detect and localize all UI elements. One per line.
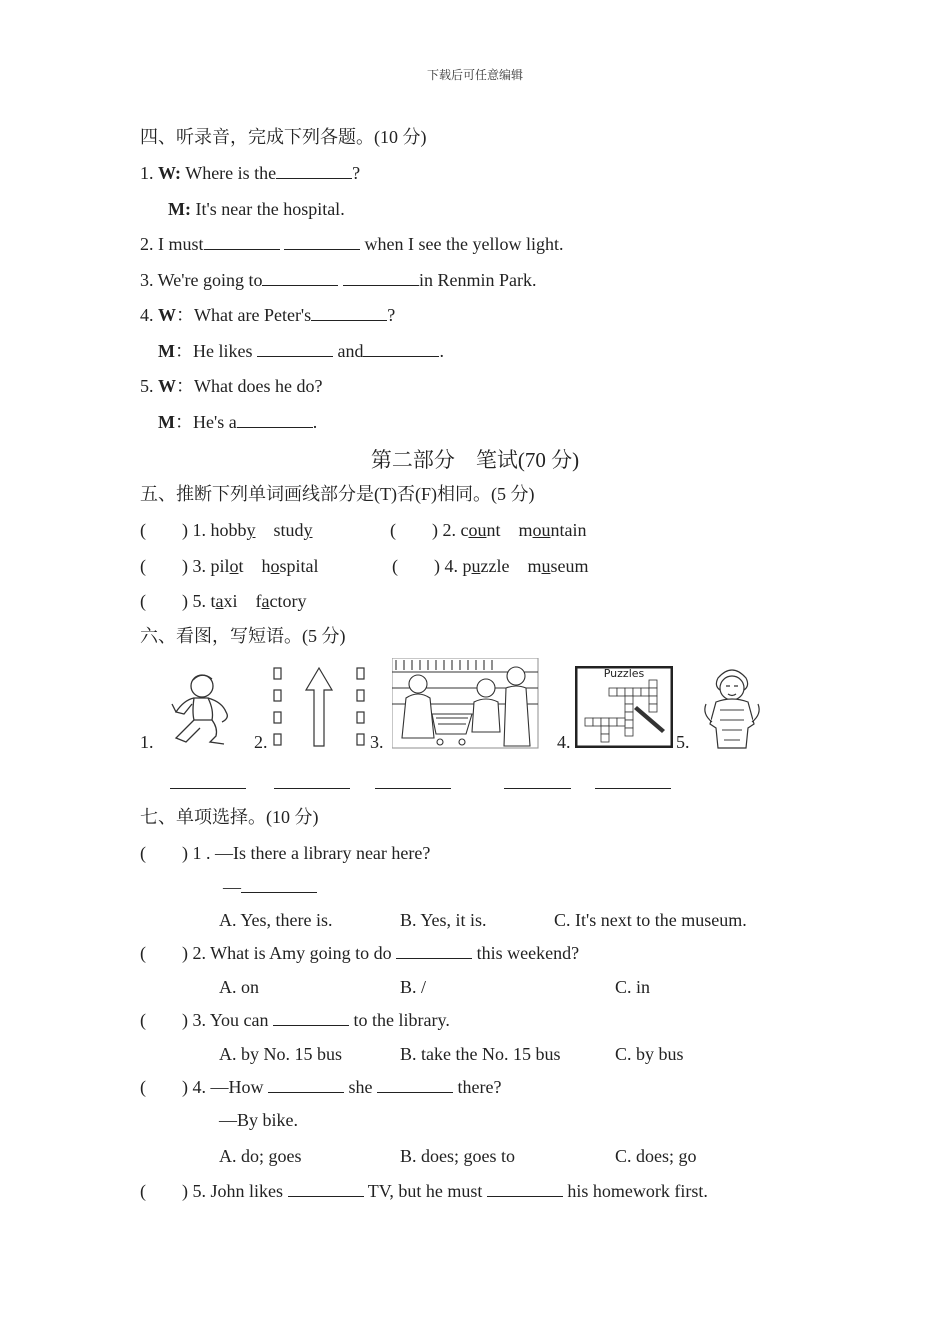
answer-blank[interactable]: [204, 235, 280, 250]
answer-blank[interactable]: [268, 1078, 344, 1093]
answer-paren[interactable]: ( ): [140, 943, 188, 963]
answer-blank[interactable]: [273, 1011, 349, 1026]
answer-blank[interactable]: [262, 271, 338, 286]
s5-item-1: ( ) 1. hobby study: [140, 520, 313, 540]
s7-q3-option-c[interactable]: C. by bus: [615, 1044, 684, 1064]
answer-blank[interactable]: [257, 342, 333, 357]
answer-blank-2[interactable]: [274, 788, 350, 789]
page-header: 下载后可任意编辑: [426, 68, 523, 82]
s4-q1-question: 1. W: Where is the ?: [140, 163, 361, 183]
section6-title: 六、看图，写短语。(5 分): [140, 626, 346, 646]
answer-paren[interactable]: ( ): [392, 556, 440, 576]
s7-q4-option-a[interactable]: A. do; goes: [219, 1146, 302, 1166]
s4-q5-question: 5. W：What does he do?: [140, 376, 323, 396]
s7-q5: ( ) 5. John likes TV, but he must his homework first.: [140, 1181, 708, 1201]
answer-blank[interactable]: [487, 1182, 563, 1197]
s7-q4-option-b[interactable]: B. does; goes to: [400, 1146, 515, 1166]
puzzles-picture: [575, 666, 673, 748]
s7-q1: ( ) 1 . —Is there a library near here?: [140, 843, 431, 863]
s4-q2: 2. I must when I see the yellow light.: [140, 234, 564, 254]
s4-q4-question: 4. W：What are Peter's ?: [140, 305, 396, 325]
s5-item-4: ( ) 4. puzzle museum: [392, 556, 589, 576]
section4-title: 四、听录音，完成下列各题。(10 分): [140, 127, 427, 147]
s7-q4: ( ) 4. —How she there?: [140, 1077, 502, 1097]
s4-q1-answer: M: It's near the hospital.: [168, 199, 345, 219]
s7-q1-option-a[interactable]: A. Yes, there is.: [219, 910, 333, 930]
answer-blank[interactable]: [363, 342, 439, 357]
s7-q1-option-c[interactable]: C. It's next to the museum.: [554, 910, 747, 930]
answer-blank[interactable]: [276, 164, 352, 179]
puzzles-label: Puzzles: [603, 667, 645, 680]
answer-blank[interactable]: [377, 1078, 453, 1093]
answer-blank[interactable]: [343, 271, 419, 286]
supermarket-picture: [392, 658, 540, 750]
section7-title: 七、单项选择。(10 分): [140, 807, 319, 827]
doctor-man-picture: [700, 664, 764, 750]
picture-number-3: 3.: [370, 732, 384, 752]
picture-number-1: 1.: [140, 732, 154, 752]
kung-fu-boy-picture: [168, 668, 246, 748]
picture-number-4: 4.: [557, 732, 571, 752]
answer-paren[interactable]: ( ): [140, 1077, 188, 1097]
s7-q4-reply: —By bike.: [219, 1110, 298, 1130]
picture-number-2: 2.: [254, 732, 268, 752]
part-two-title: 第二部分 笔试(70 分): [370, 448, 580, 472]
s7-q3: ( ) 3. You can to the library.: [140, 1010, 450, 1030]
answer-paren[interactable]: ( ): [140, 591, 188, 611]
answer-paren[interactable]: ( ): [390, 520, 438, 540]
s5-item-5: ( ) 5. taxi factory: [140, 591, 307, 611]
section5-title: 五、推断下列单词画线部分是(T)否(F)相同。(5 分): [140, 484, 535, 504]
s7-q4-option-c[interactable]: C. does; go: [615, 1146, 697, 1166]
answer-blank-5[interactable]: [595, 788, 671, 789]
answer-paren[interactable]: ( ): [140, 843, 188, 863]
answer-blank-3[interactable]: [375, 788, 451, 789]
s5-item-2: ( ) 2. count mountain: [390, 520, 587, 540]
answer-blank[interactable]: [241, 878, 317, 893]
s7-q2-option-b[interactable]: B. /: [400, 977, 427, 997]
s7-q2-option-a[interactable]: A. on: [219, 977, 259, 997]
s7-q3-option-a[interactable]: A. by No. 15 bus: [219, 1044, 343, 1064]
s7-q3-option-b[interactable]: B. take the No. 15 bus: [400, 1044, 561, 1064]
answer-blank-4[interactable]: [504, 788, 571, 789]
answer-blank[interactable]: [396, 944, 472, 959]
s7-q1-reply: —: [223, 876, 317, 898]
answer-blank[interactable]: [311, 306, 387, 321]
s4-q3: 3. We're going to in Renmin Park.: [140, 270, 537, 290]
picture-number-5: 5.: [676, 732, 690, 752]
s7-q1-option-b[interactable]: B. Yes, it is.: [400, 910, 487, 930]
s7-q2-option-c[interactable]: C. in: [615, 977, 651, 997]
s4-q4-answer: M：He likes and .: [158, 341, 444, 361]
answer-paren[interactable]: ( ): [140, 1181, 188, 1201]
traffic-arrow-picture: [270, 664, 370, 750]
answer-blank[interactable]: [284, 235, 360, 250]
s4-q5-answer: M：He's a .: [158, 412, 318, 432]
answer-paren[interactable]: ( ): [140, 520, 188, 540]
s7-q2: ( ) 2. What is Amy going to do this weekend?: [140, 943, 580, 963]
answer-paren[interactable]: ( ): [140, 556, 188, 576]
s5-item-3: ( ) 3. pilot hospital: [140, 556, 319, 576]
answer-blank[interactable]: [288, 1182, 364, 1197]
answer-blank[interactable]: [237, 413, 313, 428]
answer-blank-1[interactable]: [170, 788, 246, 789]
answer-paren[interactable]: ( ): [140, 1010, 188, 1030]
